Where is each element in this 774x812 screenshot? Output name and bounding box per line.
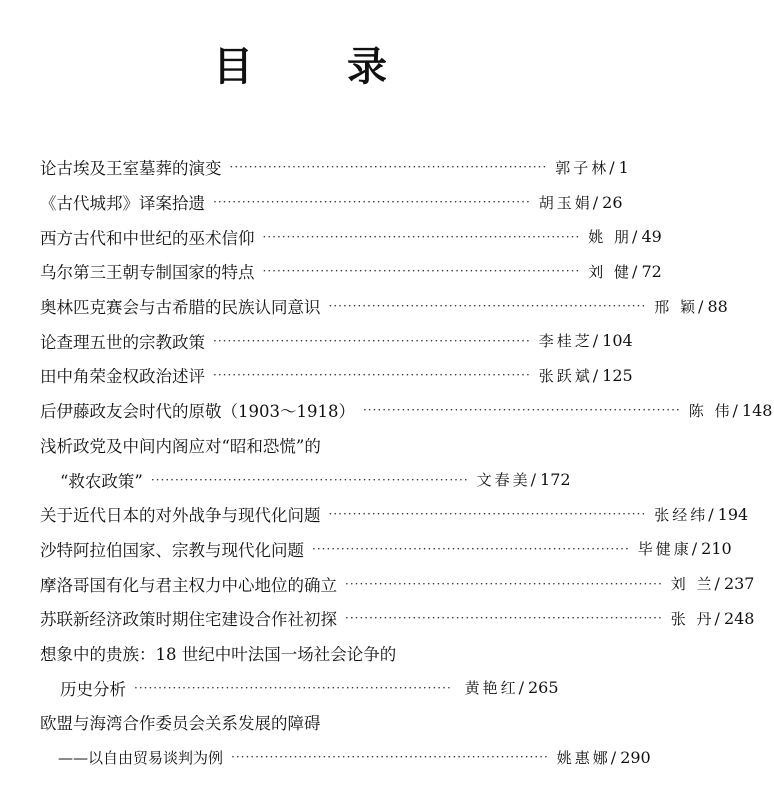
entry-page: 72 xyxy=(641,261,662,281)
entry-author: 张经纬 xyxy=(654,505,709,524)
entry-page: 265 xyxy=(528,678,559,698)
table-of-contents xyxy=(40,150,773,774)
leader-dots: ·································································· xyxy=(229,160,548,175)
entry-title: 论查理五世的宗教政策 xyxy=(40,332,205,352)
entry-page: 290 xyxy=(620,747,651,767)
toc-entry-line2 xyxy=(40,740,651,775)
toc-entry xyxy=(40,254,662,289)
page-title: 目 录 xyxy=(213,43,427,90)
entry-title: 《古代城邦》译案拾遗 xyxy=(40,194,205,214)
leader-dots: ·································································· xyxy=(213,368,531,383)
entry-page: 125 xyxy=(602,365,633,385)
separator: / xyxy=(632,261,638,281)
toc-entry-line2 xyxy=(40,670,560,705)
separator: / xyxy=(610,747,617,767)
separator: / xyxy=(732,400,738,420)
entry-author: 刘 健 xyxy=(588,262,633,281)
entry-author: 刘 兰 xyxy=(670,575,715,594)
leader-dots: ·································································· xyxy=(213,333,531,348)
entry-title: 苏联新经济政策时期住宅建设合作社初探 xyxy=(40,610,337,630)
separator: / xyxy=(518,678,524,698)
leader-dots: ·································································· xyxy=(134,680,452,695)
separator: / xyxy=(708,504,714,524)
separator: / xyxy=(632,227,638,247)
entry-page: 104 xyxy=(602,331,633,351)
entry-page: 172 xyxy=(540,470,571,490)
entry-title-continued: 历史分析 xyxy=(60,679,126,699)
entry-author: 陈 伟 xyxy=(688,401,733,420)
entry-page: 248 xyxy=(723,608,755,628)
entry-title: 欧盟与海湾合作委员会关系发展的障碍 xyxy=(40,714,321,734)
toc-entry xyxy=(40,323,633,358)
entry-author: 张跃斌 xyxy=(538,366,593,385)
entry-page: 26 xyxy=(602,192,623,212)
entry-page: 88 xyxy=(707,296,728,316)
entry-title: 想象中的贵族：18 世纪中叶法国一场社会论争的 xyxy=(40,644,397,664)
entry-author: 姚 朋 xyxy=(588,228,633,247)
entry-title: 论古埃及王室墓葬的演变 xyxy=(40,159,222,179)
toc-entry xyxy=(40,497,749,532)
entry-title: 乌尔第三王朝专制国家的特点 xyxy=(40,263,255,283)
entry-page: 49 xyxy=(641,227,662,247)
separator: / xyxy=(714,574,720,594)
entry-page: 1 xyxy=(618,157,629,177)
entry-author: 姚惠娜 xyxy=(556,748,611,767)
entry-title-continued: “救农政策” xyxy=(60,471,143,491)
separator: / xyxy=(592,192,599,212)
entry-author: 李桂芝 xyxy=(538,332,593,351)
toc-entry xyxy=(40,532,732,567)
toc-entry xyxy=(40,393,773,428)
entry-page: 210 xyxy=(701,539,732,559)
entry-author: 黄艳红 xyxy=(464,679,519,698)
toc-entry-line1 xyxy=(40,705,560,740)
separator: / xyxy=(592,365,599,385)
entry-title: 后伊藤政友会时代的原敬（1903～1918） xyxy=(40,402,355,422)
leader-dots: ·································································· xyxy=(262,264,581,279)
toc-entry-line2 xyxy=(40,462,571,497)
entry-author: 胡玉娟 xyxy=(538,193,593,212)
entry-page: 237 xyxy=(723,574,755,594)
separator: / xyxy=(698,296,704,316)
entry-author: 张 丹 xyxy=(670,609,715,628)
toc-entry xyxy=(40,566,755,601)
entry-title: 田中角荣金权政治述评 xyxy=(40,367,205,387)
leader-dots: ·································································· xyxy=(262,229,581,244)
entry-title: 摩洛哥国有化与君主权力中心地位的确立 xyxy=(40,575,337,595)
entry-page: 148 xyxy=(741,400,773,420)
entry-title: 奥林匹克赛会与古希腊的民族认同意识 xyxy=(40,298,321,318)
toc-entry xyxy=(40,289,728,324)
separator: / xyxy=(714,608,720,628)
entry-author: 文春美 xyxy=(476,471,531,490)
leader-dots: ·································································· xyxy=(213,195,531,210)
entry-title: 关于近代日本的对外战争与现代化问题 xyxy=(40,506,321,526)
separator: / xyxy=(592,331,599,351)
entry-subtitle: ——以自由贸易谈判为例 xyxy=(58,748,224,767)
entry-author: 郭子林 xyxy=(555,158,610,177)
entry-author: 毕健康 xyxy=(637,540,692,559)
toc-entry-line1 xyxy=(40,428,560,463)
separator: / xyxy=(530,470,537,490)
toc-entry-line1 xyxy=(40,636,560,671)
separator: / xyxy=(691,539,698,559)
entry-title: 沙特阿拉伯国家、宗教与现代化问题 xyxy=(40,540,304,560)
leader-dots: ·································································· xyxy=(312,541,630,556)
toc-entry xyxy=(40,219,662,254)
toc-entry xyxy=(40,150,629,185)
leader-dots: ·································································· xyxy=(345,611,663,626)
leader-dots: ·································································· xyxy=(328,299,647,314)
entry-author: 邢 颖 xyxy=(654,297,699,316)
entry-title: 浅析政党及中间内阁应对“昭和恐慌”的 xyxy=(40,436,321,456)
leader-dots: ·································································· xyxy=(362,403,681,418)
toc-entry xyxy=(40,358,633,393)
leader-dots: ·································································· xyxy=(345,576,663,591)
leader-dots: ·································································· xyxy=(231,750,549,765)
entry-title: 西方古代和中世纪的巫术信仰 xyxy=(40,228,255,248)
entry-page: 194 xyxy=(717,504,749,524)
leader-dots: ·································································· xyxy=(328,507,647,522)
leader-dots: ·································································· xyxy=(150,472,469,487)
separator: / xyxy=(609,157,615,177)
toc-entry xyxy=(40,185,623,220)
toc-entry xyxy=(40,601,755,636)
